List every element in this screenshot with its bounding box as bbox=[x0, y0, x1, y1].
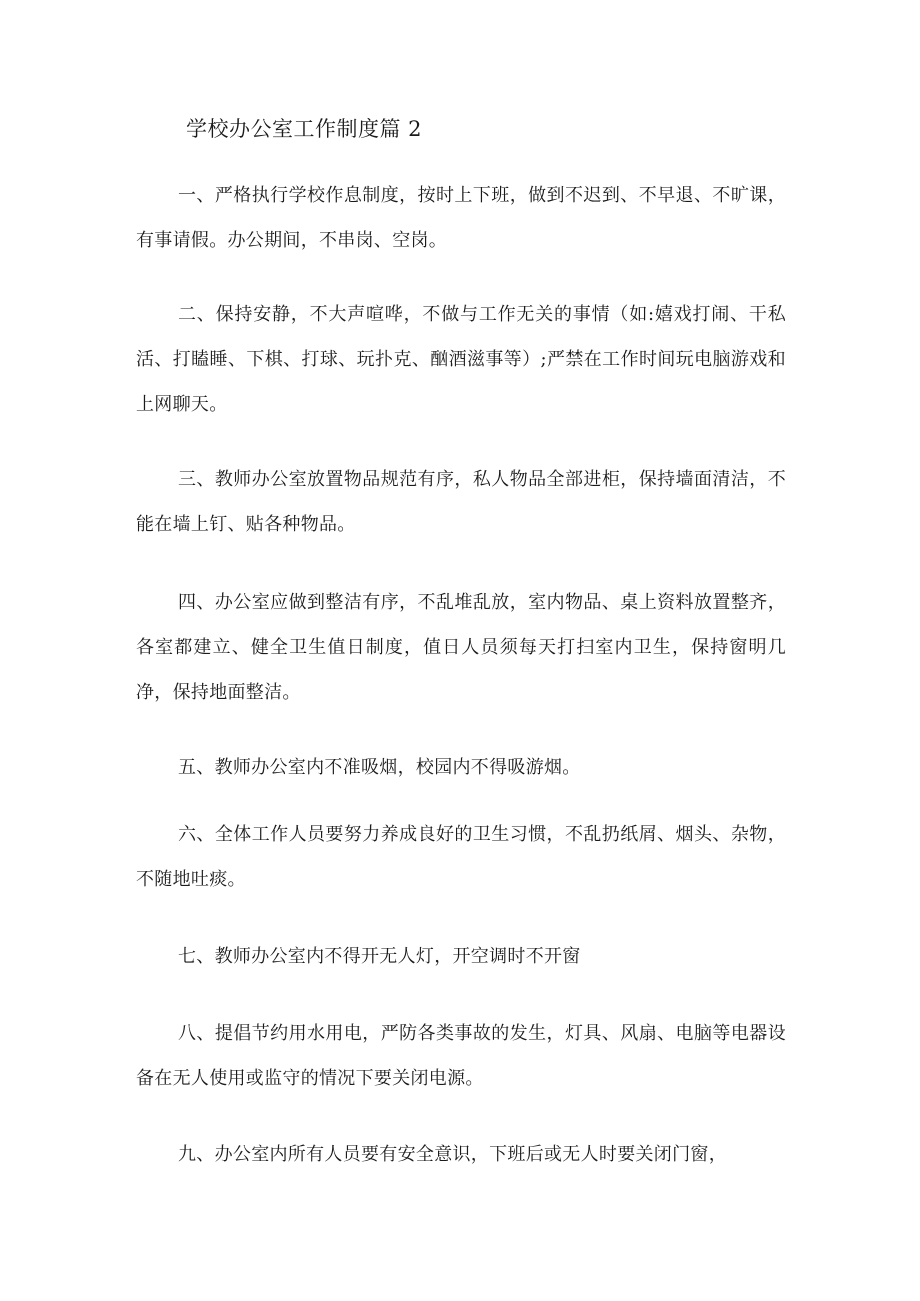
paragraph-2: 二、保持安静，不大声喧哗，不做与工作无关的事情（如:嬉戏打闹、干私活、打瞌睡、下棋、打球、玩扑克、酗酒滋事等）;严禁在工作时间玩电脑游戏和上网聊天。 bbox=[136, 304, 786, 415]
paragraph-4: 四、办公室应做到整洁有序，不乱堆乱放，室内物品、桌上资料放置整齐，各室都建立、健全卫生值日制度，值日人员须每天打扫室内卫生，保持窗明几净，保持地面整洁。 bbox=[136, 592, 786, 703]
paragraph-6: 六、全体工作人员要努力养成良好的卫生习惯，不乱扔纸屑、烟头、杂物，不随地吐痰。 bbox=[136, 824, 786, 890]
paragraph-1: 一、严格执行学校作息制度，按时上下班，做到不迟到、不早退、不旷课，有事请假。办公期间，不串岗、空岗。 bbox=[136, 185, 786, 251]
paragraph-8: 八、提倡节约用水用电，严防各类事故的发生，灯具、风扇、电脑等电器设备在无人使用或监守的情况下要关闭电源。 bbox=[136, 1023, 786, 1089]
document-title: 学校办公室工作制度篇 2 bbox=[186, 117, 423, 141]
paragraph-5: 五、教师办公室内不准吸烟，校园内不得吸游烟。 bbox=[178, 757, 581, 778]
paragraph-9: 九、办公室内所有人员要有安全意识，下班后或无人时要关闭门窗， bbox=[178, 1144, 727, 1165]
paragraph-7: 七、教师办公室内不得开无人灯，开空调时不开窗 bbox=[178, 946, 581, 967]
paragraph-3: 三、教师办公室放置物品规范有序，私人物品全部进柜，保持墙面清洁，不能在墙上钉、贴各种物品。 bbox=[136, 469, 786, 535]
